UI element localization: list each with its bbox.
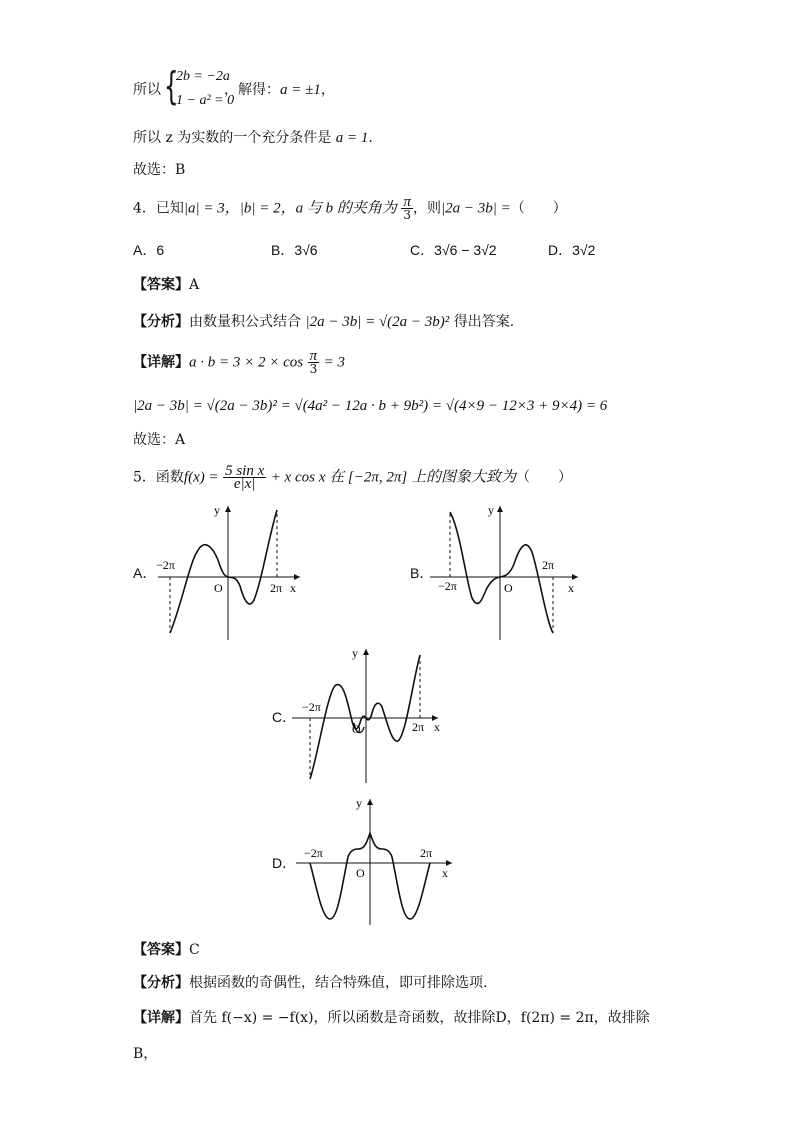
svg-text:O: O	[356, 866, 365, 880]
svg-text:y: y	[214, 503, 220, 517]
svg-text:y: y	[352, 646, 358, 660]
graph-c	[288, 645, 448, 790]
svg-text:2π: 2π	[412, 720, 425, 734]
svg-text:y: y	[356, 796, 362, 810]
question-5-stem: 5．函数f(x) = $\frac{\text{5 sin x}}{e|x|}$ + x cos x 在 [−2π, 2π] 上的图象大致为（ ）	[133, 463, 572, 492]
five-sin-over-exp: $\frac{\text{5 sin x}}{e|x|}$	[225, 463, 265, 492]
system-eq1: 2b = −2a	[176, 69, 230, 84]
svg-text:2π: 2π	[270, 581, 283, 595]
q5-analysis-line: 【分析】根据函数的奇偶性，结合特殊值，即可排除选项.	[133, 975, 488, 991]
graph-d	[292, 795, 460, 930]
svg-text:−2π: −2π	[304, 846, 323, 860]
q4-option-b: B．3√6	[271, 242, 318, 258]
svg-text:−2π: −2π	[438, 579, 457, 593]
svg-text:x: x	[568, 581, 574, 595]
q4-choice-line: 故选：A	[133, 432, 186, 448]
graph-c-label: C．	[272, 709, 297, 725]
q4-analysis-line: 【分析】由数量积公式结合 |2a − 3b| = √(2a − 3b)² 得出答案.	[133, 314, 515, 330]
graph-a-label: A．	[133, 565, 157, 581]
pi-over-3: $\frac{\pi}{3}$	[403, 194, 412, 222]
system-line	[133, 80, 161, 100]
svg-text:x: x	[442, 866, 448, 880]
q4-answer-line: 【答案】A	[133, 277, 200, 293]
svg-text:−2π: −2π	[156, 558, 175, 572]
svg-text:x: x	[290, 581, 296, 595]
q4-detail-line-1: 【详解】a · b = 3 × 2 × cos $\frac{\pi}{3}$ = 3	[133, 348, 346, 376]
sufficient-condition-line: 所以 z 为实数的一个充分条件是 a = 1.	[133, 130, 373, 146]
graph-d-label: D．	[272, 855, 297, 871]
graph-b	[428, 500, 588, 645]
system-brace: {	[164, 64, 179, 108]
q5-answer-line: 【答案】C	[133, 942, 200, 958]
choice-b-line: 故选：B	[133, 162, 186, 178]
graph-b-label: B．	[410, 565, 434, 581]
q4-detail-line-2: |2a − 3b| = √(2a − 3b)² = √(4a² − 12a · b + 9b²) = √(4×9 − 12×3 + 9×4) = 6	[133, 398, 608, 414]
q4-option-a: A．6	[133, 242, 165, 258]
q5-detail-line: 【详解】首先 f(−x) = −f(x)，所以函数是奇函数，故排除D，f(2π) = 2π，故排除	[133, 1010, 650, 1026]
svg-text:−2π: −2π	[302, 700, 321, 714]
svg-text:O: O	[352, 722, 361, 736]
svg-text:y: y	[488, 503, 494, 517]
system-eq2: 1 − a² = 0	[176, 93, 235, 108]
q5-detail-continuation: B，	[133, 1046, 158, 1062]
system-result: ，解得：a = ±1，	[224, 82, 335, 98]
q4-option-c: C．3√6 − 3√2	[410, 242, 497, 258]
graph-a	[150, 500, 310, 645]
svg-text:O: O	[214, 581, 223, 595]
so-prefix: 所以	[133, 82, 161, 98]
q4-option-d: D．3√2	[548, 242, 596, 258]
svg-text:O: O	[504, 581, 513, 595]
svg-text:2π: 2π	[420, 846, 433, 860]
svg-text:2π: 2π	[542, 558, 555, 572]
question-4-stem: 4．已知|a| = 3，|b| = 2，a 与 b 的夹角为 $\frac{\pi}{3}$ ，则|2a − 3b| =（ ）	[133, 194, 567, 222]
svg-text:x: x	[434, 720, 440, 734]
